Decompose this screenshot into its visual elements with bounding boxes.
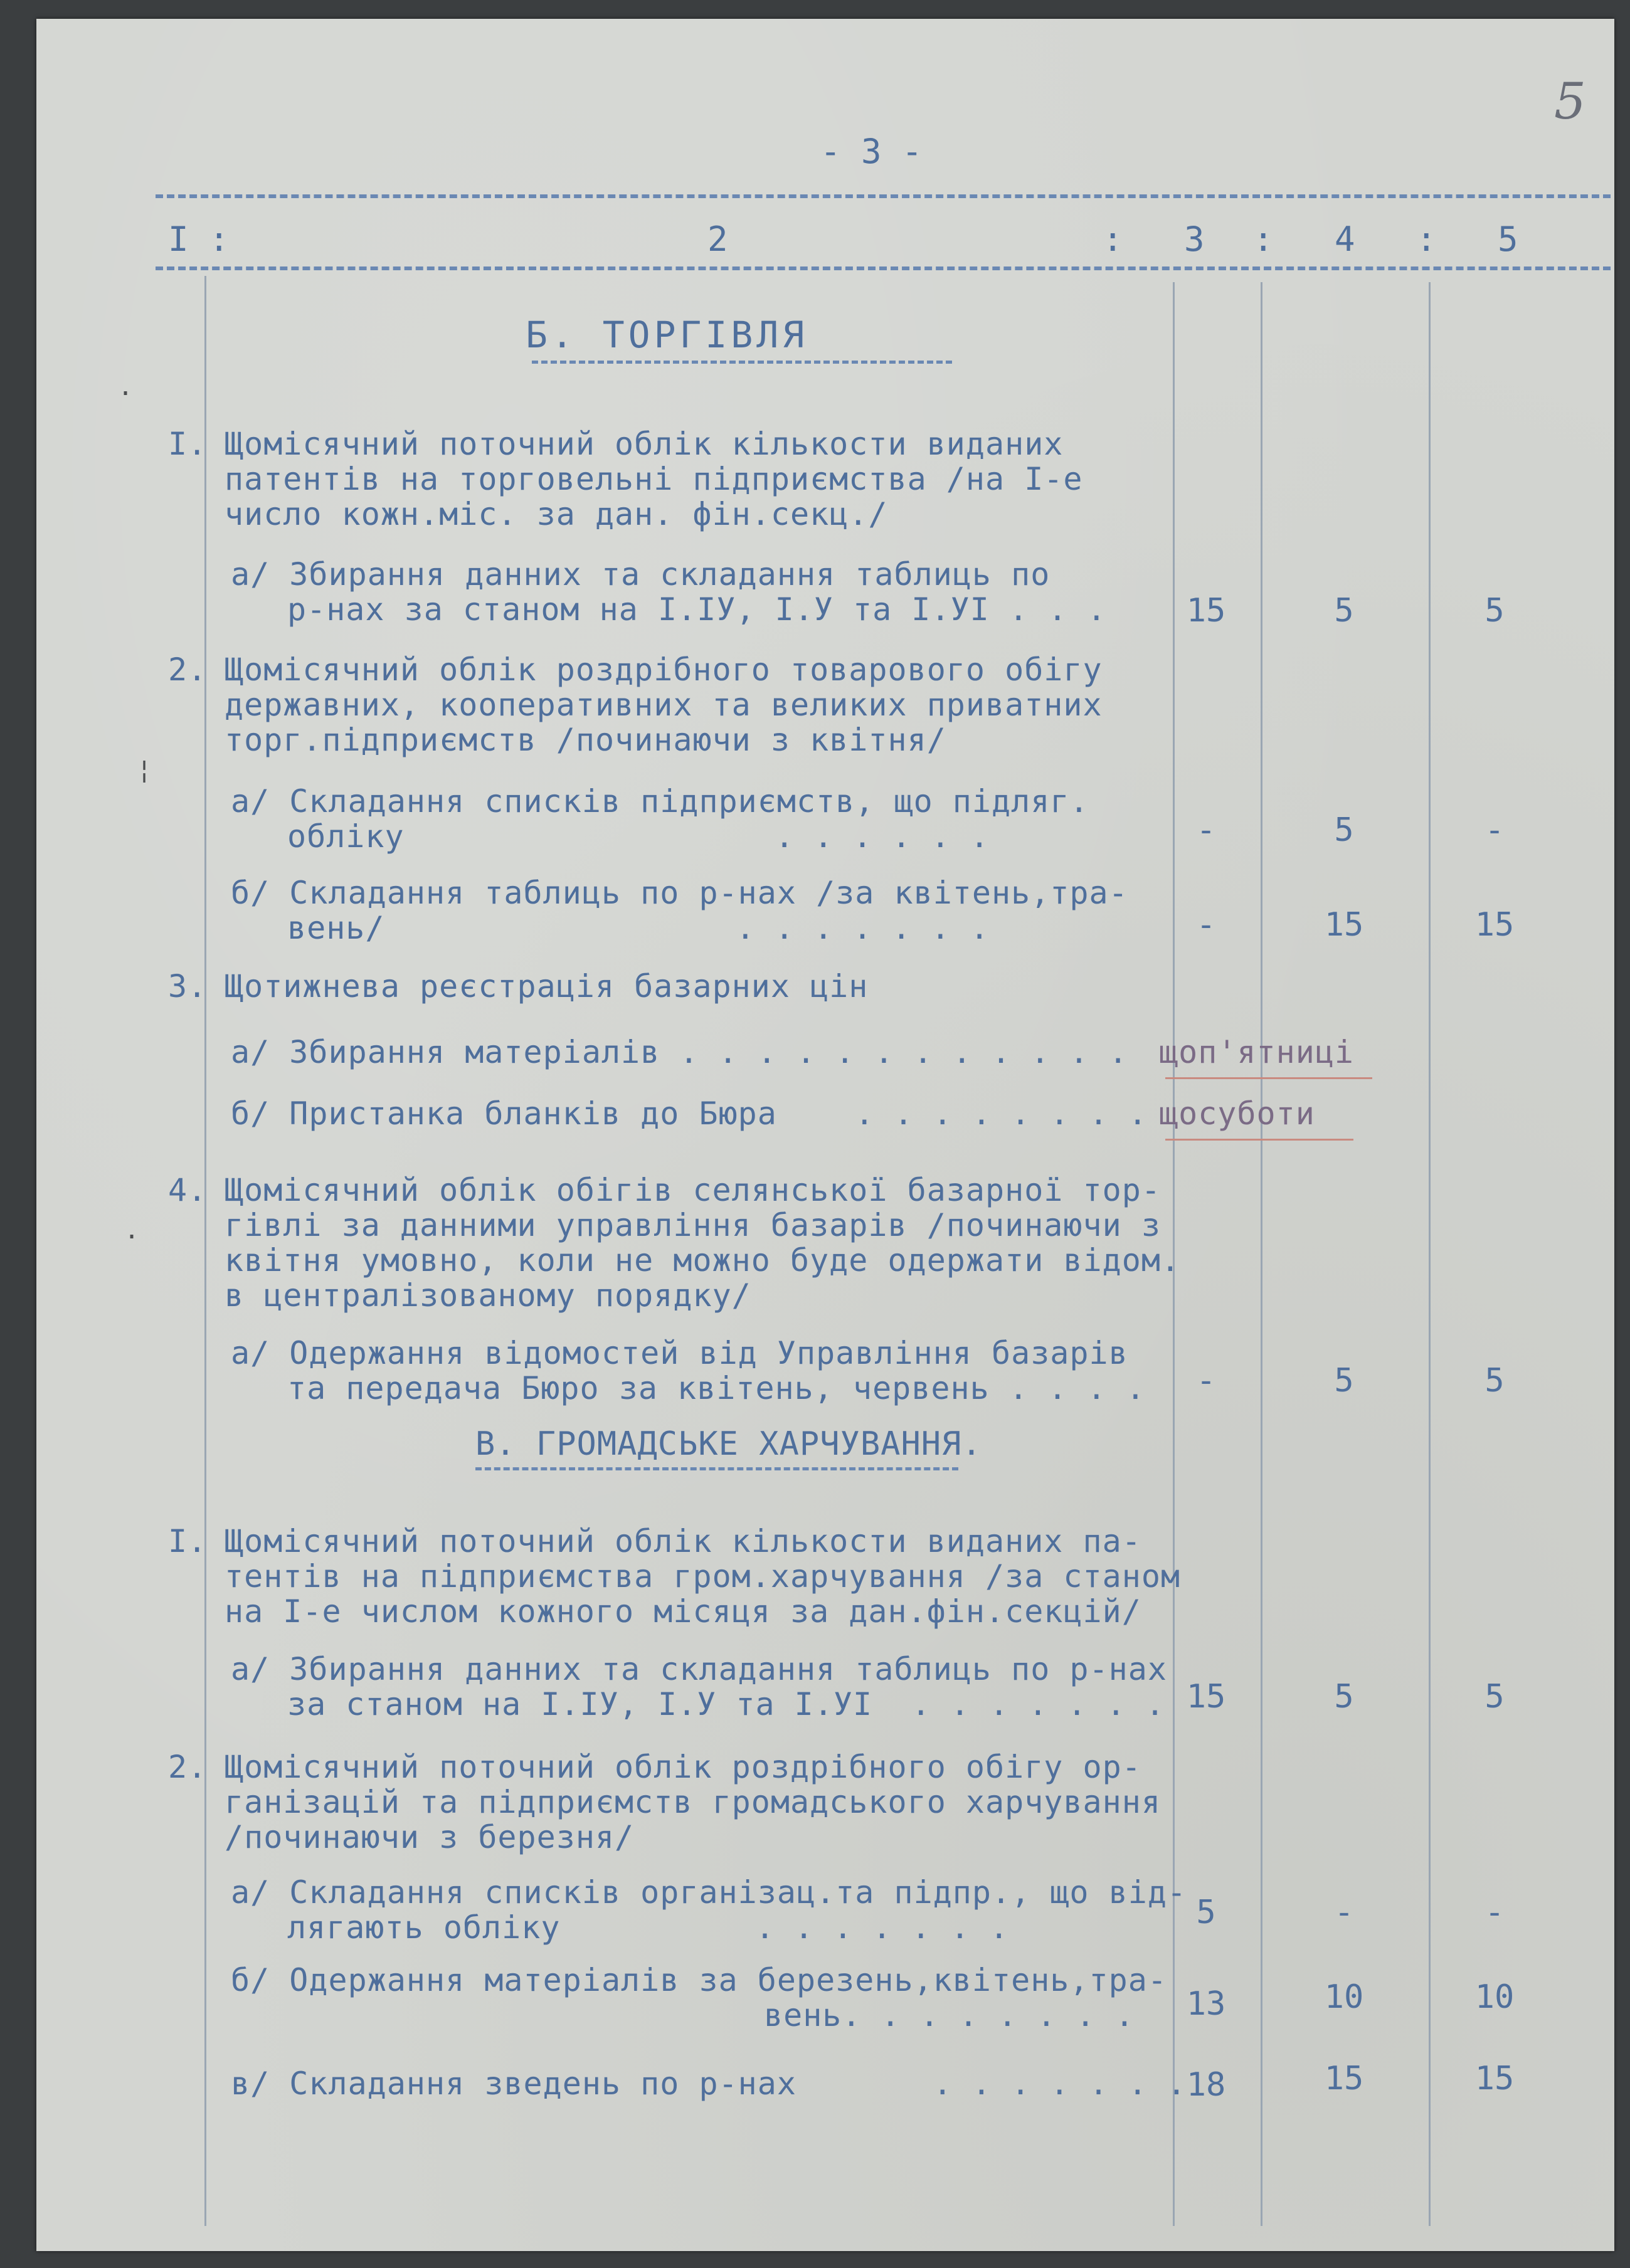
item-number: I. — [168, 426, 208, 462]
item-text-line: квітня умовно, коли не можно буде одержати відом. — [225, 1242, 1181, 1279]
sub-item-line: б/ Складання таблиць по р-нах /за квітень,тра- — [231, 875, 1128, 911]
sub-item-line: а/ Одержання відомостей від Управління базарів — [231, 1335, 1128, 1371]
value-col-5: 15 — [1474, 906, 1515, 944]
value-col-4: - — [1334, 1894, 1354, 1931]
item-number: I. — [168, 1523, 208, 1559]
item-number: 2. — [168, 1749, 208, 1785]
sub-item-line: за станом на I.IУ, I.У та I.УI . . . . . . . — [287, 1686, 1165, 1722]
value-col-3: - — [1196, 811, 1216, 849]
item-number: 4. — [168, 1172, 208, 1208]
document-page — [36, 19, 1614, 2251]
header-col-4: 4 — [1335, 219, 1355, 259]
ink-speck: · — [124, 1223, 140, 1252]
header-col-1: I : — [168, 219, 230, 259]
value-col-5: - — [1484, 811, 1505, 849]
sub-item-line: а/ Складання списків організац.та підпр., що від- — [231, 1874, 1187, 1911]
red-underline — [1165, 1139, 1353, 1141]
item-text-line: /починаючи з березня/ — [225, 1819, 635, 1855]
item-text-line: в централізованому порядку/ — [225, 1277, 751, 1314]
sub-item-line: б/ Одержання матеріалів за березень,квітень,тра- — [231, 1962, 1167, 1998]
sub-item-line: б/ Пристанка бланків до Бюра . . . . . . . . — [231, 1095, 1148, 1132]
sub-item-line: а/ Складання списків підприємств, що підляг. — [231, 783, 1089, 820]
header-top-rule — [156, 194, 1611, 198]
header-col-3: 3 — [1184, 219, 1205, 259]
value-col-3: 15 — [1186, 1678, 1226, 1716]
value-col-4: 5 — [1334, 1362, 1354, 1400]
item-text-line: Щомісячний поточний облік кількости виданих — [225, 426, 1064, 462]
section-heading-underline — [475, 1467, 958, 1470]
item-text-line: Щотижнева реєстрація базарних цін — [225, 968, 869, 1005]
column-rule-3 — [1261, 282, 1262, 2226]
header-col-5: 5 — [1498, 219, 1518, 259]
header-sep-1: : — [1103, 219, 1123, 259]
folio-number: 5 — [1554, 72, 1586, 130]
value-col-3: - — [1196, 906, 1216, 944]
value-col-5: 15 — [1474, 2060, 1515, 2097]
sub-item-line: а/ Збирання данних та складання таблиць по р-нах — [231, 1651, 1167, 1687]
value-col-4: 10 — [1324, 1978, 1364, 2016]
item-text-line: на I-е числом кожного місяця за дан.фін.секцій/ — [225, 1593, 1141, 1630]
header-sep-3: : — [1416, 219, 1437, 259]
item-text-line: Щомісячний облік обігів селянської базарної тор- — [225, 1172, 1161, 1208]
value-col-3: 5 — [1196, 1894, 1216, 1931]
value-col-5: 5 — [1484, 1362, 1505, 1400]
item-text-line: Щомісячний облік роздрібного товарового обігу — [225, 651, 1103, 688]
header-col-2: 2 — [707, 219, 728, 259]
item-number: 2. — [168, 651, 208, 688]
value-col-5: - — [1484, 1894, 1505, 1931]
item-text-line: тентів на підприємства гром.харчування /за станом — [225, 1558, 1181, 1595]
item-text-line: число кожн.міс. за дан. фін.секц./ — [225, 496, 888, 532]
value-col-4: 15 — [1324, 906, 1364, 944]
header-sep-2: : — [1253, 219, 1274, 259]
schedule-note: щосуботи — [1159, 1095, 1315, 1132]
item-text-line: Щомісячний поточний облік роздрібного обігу ор- — [225, 1749, 1141, 1785]
sub-item-line: а/ Збирання матеріалів . . . . . . . . . . . . — [231, 1034, 1128, 1070]
value-col-4: 5 — [1334, 592, 1354, 630]
value-col-3: 13 — [1186, 1985, 1226, 2023]
sub-item-line: лягають обліку . . . . . . . — [287, 1909, 1009, 1946]
sub-item-line: вень. . . . . . . . — [764, 1997, 1135, 2033]
sub-item-line: р-нах за станом на I.IУ, I.У та I.УI . . . — [287, 591, 1107, 628]
item-text-line: гівлі за данними управління базарів /починаючи з — [225, 1207, 1161, 1243]
item-text-line: державних, кооперативних та великих приватних — [225, 687, 1103, 723]
value-col-5: 5 — [1484, 1678, 1505, 1716]
schedule-note: щоп'ятниці — [1159, 1034, 1355, 1070]
item-text-line: патентів на торговельні підприємства /на I-е — [225, 461, 1083, 497]
sub-item-line: а/ Збирання данних та складання таблиць по — [231, 556, 1051, 593]
sub-item-line: обліку . . . . . . — [287, 818, 990, 855]
page-number: - 3 - — [820, 132, 923, 171]
item-text-line: ганізацій та підприємств громадського харчування — [225, 1784, 1161, 1820]
value-col-4: 15 — [1324, 2060, 1364, 2097]
red-underline — [1165, 1077, 1372, 1079]
ink-speck: ¦ — [137, 756, 152, 784]
column-rule-4 — [1429, 282, 1431, 2226]
sub-item-line: та передача Бюро за квітень, червень . . . . — [287, 1370, 1146, 1406]
value-col-3: 18 — [1186, 2066, 1226, 2104]
section-heading: В. ГРОМАДСЬКЕ ХАРЧУВАННЯ. — [475, 1425, 982, 1463]
value-col-4: 5 — [1334, 1678, 1354, 1716]
value-col-4: 5 — [1334, 811, 1354, 849]
item-number: 3. — [168, 968, 208, 1005]
value-col-3: 15 — [1186, 592, 1226, 630]
sub-item-line: вень/ . . . . . . . — [287, 910, 990, 946]
section-heading-underline — [532, 361, 952, 364]
header-bottom-rule — [156, 266, 1611, 270]
value-col-5: 5 — [1484, 592, 1505, 630]
ink-speck: · — [118, 379, 134, 408]
value-col-5: 10 — [1474, 1978, 1515, 2016]
section-heading: Б. ТОРГІВЛЯ — [526, 314, 808, 356]
value-col-3: - — [1196, 1362, 1216, 1400]
column-rule-1 — [204, 276, 206, 2226]
item-text-line: Щомісячний поточний облік кількости виданих па- — [225, 1523, 1141, 1559]
item-text-line: торг.підприємств /починаючи з квітня/ — [225, 722, 946, 758]
sub-item-line: в/ Складання зведень по р-нах . . . . . . . — [231, 2065, 1187, 2102]
